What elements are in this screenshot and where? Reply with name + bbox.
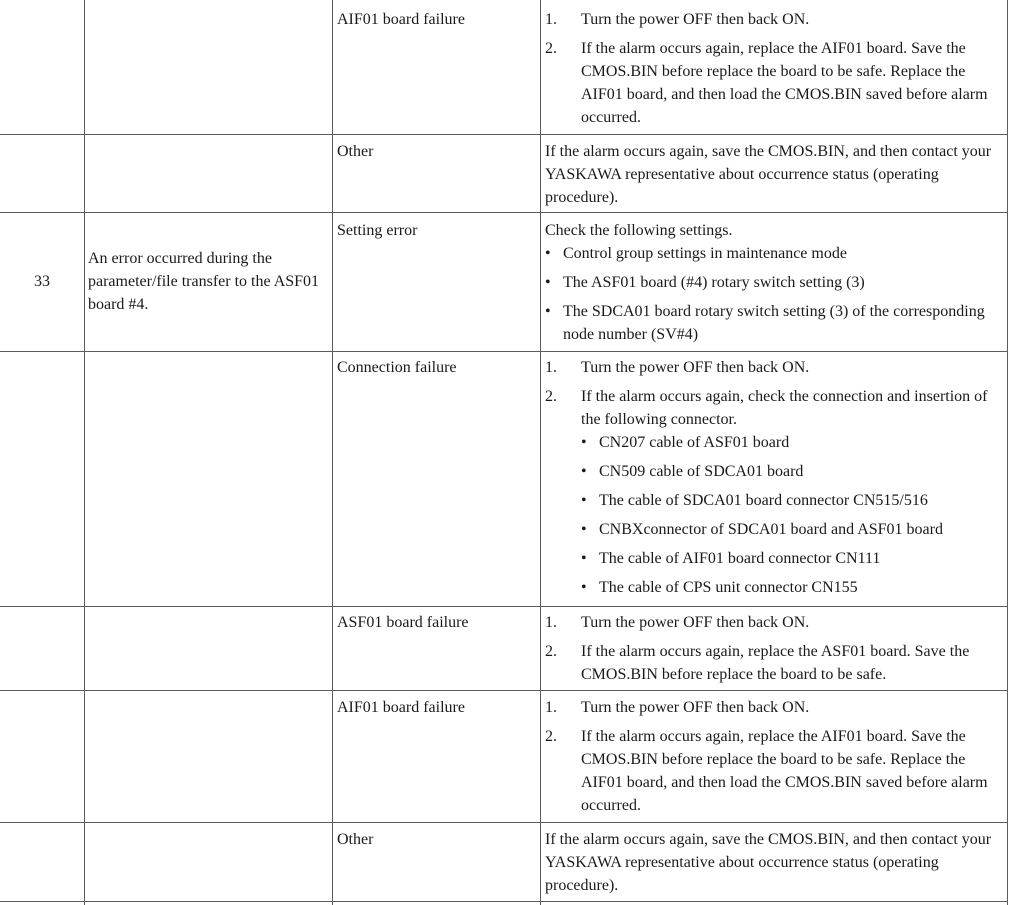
step-text: Turn the power OFF then back ON. (581, 614, 810, 631)
cause-cell: Setting error (337, 222, 418, 239)
column-divider (1007, 0, 1008, 905)
action-cell (545, 356, 1005, 605)
bullet-icon: • (545, 303, 551, 320)
step-text: If the alarm occurs again, replace the ASF01 board. Save the CMOS.BIN before replace the board to be safe. (581, 643, 970, 683)
alarm-number: 33 (34, 273, 50, 290)
list-item (545, 356, 1005, 379)
row-divider (0, 606, 1008, 607)
list-item (545, 385, 1005, 431)
bullet-icon: • (581, 550, 587, 567)
step-number: 2. (545, 643, 557, 660)
cause-cell: Other (337, 143, 374, 160)
list-item (545, 37, 1005, 129)
bullet-icon: • (581, 579, 587, 596)
connector-item: • CNBXconnector of SDCA01 board and ASF01 board (581, 518, 1005, 541)
connector-item: • CN207 cable of ASF01 board (581, 431, 1005, 454)
cause-cell: AIF01 board failure (337, 11, 465, 28)
connector-item: • The cable of AIF01 board connector CN111 (581, 547, 1005, 570)
action-cell (545, 696, 1005, 817)
list-item: • Control group settings in maintenance mode (545, 242, 1005, 265)
step-number: 1. (545, 614, 557, 631)
list-item (545, 696, 1005, 719)
cause-cell: Connection failure (337, 359, 457, 376)
step-number: 2. (545, 388, 557, 405)
step-text: If the alarm occurs again, replace the AIF01 board. Save the CMOS.BIN before replace the board to be safe. Replace the AIF01 board, and then load the CMOS.BIN saved before alarm occurred. (581, 40, 988, 126)
column-divider (540, 0, 541, 905)
step-number: 2. (545, 728, 557, 745)
connector-item: • CN509 cable of SDCA01 board (581, 460, 1005, 483)
list-item (545, 725, 1005, 817)
bullet-icon: • (545, 274, 551, 291)
bullet-icon: • (581, 492, 587, 509)
step-text: Turn the power OFF then back ON. (581, 11, 810, 28)
step-text: Turn the power OFF then back ON. (581, 359, 810, 376)
list-item: • The ASF01 board (#4) rotary switch setting (3) (545, 271, 1005, 294)
row-divider (0, 901, 1008, 902)
row-divider (0, 822, 1008, 823)
step-text: If the alarm occurs again, replace the AIF01 board. Save the CMOS.BIN before replace the board to be safe. Replace the AIF01 board, and then load the CMOS.BIN saved before alarm occurred. (581, 728, 988, 814)
action-intro: Check the following settings. (545, 222, 733, 239)
row-divider (0, 690, 1008, 691)
bullet-icon: • (545, 245, 551, 262)
cause-cell: Other (337, 831, 374, 848)
connector-item: • The cable of SDCA01 board connector CN515/516 (581, 489, 1005, 512)
list-item (545, 640, 1005, 686)
cause-cell: AIF01 board failure (337, 699, 465, 716)
connector-item: • The cable of CPS unit connector CN155 (581, 576, 1005, 599)
action-cell (545, 611, 1005, 686)
action-cell (545, 219, 1005, 352)
row-divider (0, 212, 1008, 213)
bullet-icon: • (581, 463, 587, 480)
bullet-icon: • (581, 434, 587, 451)
step-text: If the alarm occurs again, check the connection and insertion of the following connector. (581, 388, 988, 428)
cause-cell: ASF01 board failure (337, 614, 469, 631)
step-number: 1. (545, 359, 557, 376)
step-number: 2. (545, 40, 557, 57)
step-text: Turn the power OFF then back ON. (581, 699, 810, 716)
step-number: 1. (545, 11, 557, 28)
row-divider (0, 134, 1008, 135)
action-cell: If the alarm occurs again, save the CMOS.BIN, and then contact your YASKAWA representative about occurrence status (operating procedure). (545, 831, 992, 894)
list-item (545, 8, 1005, 31)
list-item (545, 611, 1005, 634)
alarm-description: An error occurred during the parameter/file transfer to the ASF01 board #4. (88, 250, 320, 313)
step-number: 1. (545, 699, 557, 716)
bullet-icon: • (581, 521, 587, 538)
list-item: • The SDCA01 board rotary switch setting (3) of the corresponding node number (SV#4) (545, 300, 1005, 346)
column-divider (332, 0, 333, 905)
action-cell: If the alarm occurs again, save the CMOS.BIN, and then contact your YASKAWA representative about occurrence status (operating procedure). (545, 143, 992, 206)
column-divider (84, 0, 85, 905)
action-cell (545, 8, 1005, 129)
